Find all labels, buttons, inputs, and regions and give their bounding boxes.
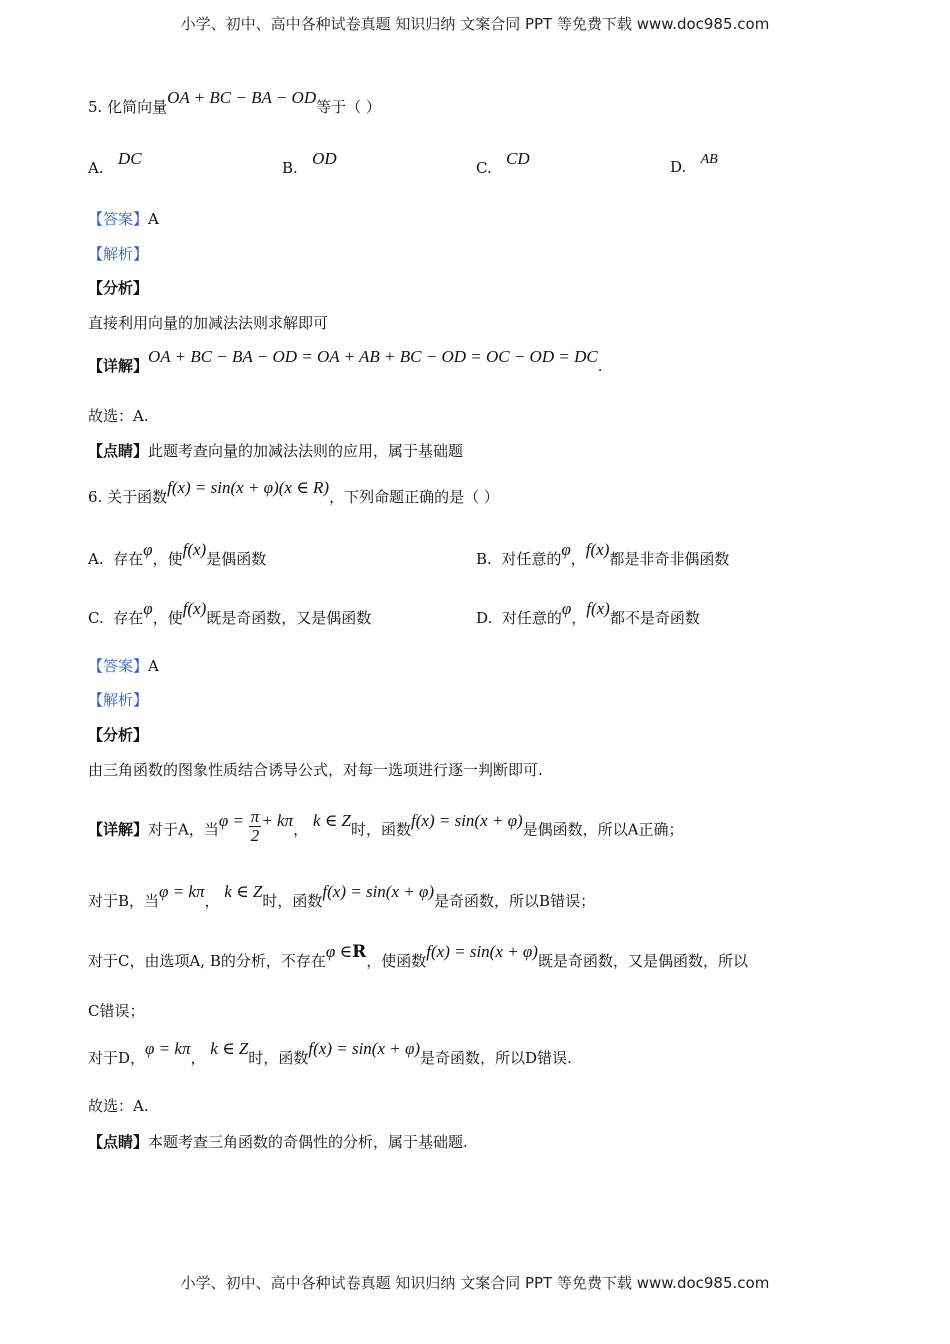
q5-fenxi: 直接利用向量的加减法法则求解即可 bbox=[88, 314, 329, 332]
q5-detail: 【详解】OA + BC − BA − OD = OA + AB + BC − OD = OC − OD = DC. bbox=[88, 347, 603, 375]
q6-option-b: B. 对任意的φ，f(x)都是非奇非偶函数 bbox=[476, 540, 730, 568]
q5-detail-expr: OA + BC − BA − OD = OA + AB + BC − OD = OC − OD = DC bbox=[148, 347, 598, 366]
q6-detail-b: 对于B，当φ = kπ， k ∈ Z时，函数f(x) = sin(x + φ)是奇函数，所以B错误； bbox=[88, 882, 596, 910]
q6-stem-expr: f(x) = sin(x + φ)(x ∈ R) bbox=[167, 478, 330, 497]
q6-fenxi-tag: 【分析】 bbox=[88, 726, 149, 744]
q5-stem: 5. 化简向量OA + BC − BA − OD等于（ ） bbox=[88, 88, 381, 116]
q6-option-d: D. 对任意的φ，f(x)都不是奇函数 bbox=[476, 599, 700, 627]
q5-option-d: D. AB bbox=[670, 152, 718, 176]
q6-stem: 6. 关于函数f(x) = sin(x + φ)(x ∈ R)，下列命题正确的是（ ） bbox=[88, 478, 499, 506]
q5-dianjing: 【点睛】此题考查向量的加减法法则的应用，属于基础题 bbox=[88, 442, 464, 460]
q6-detail-d: 对于D，φ = kπ， k ∈ Z时，函数f(x) = sin(x + φ)是奇函数，所以D错误. bbox=[88, 1039, 572, 1067]
q5-fenxi-tag: 【分析】 bbox=[88, 279, 149, 297]
q5-guxuan: 故选：A. bbox=[88, 407, 149, 425]
q6-answer: 【答案】A bbox=[88, 657, 159, 675]
q6-detail-c: 对于C，由选项A, B的分析，不存在φ ∈R，使函数f(x) = sin(x + φ)既是奇函数，又是偶函数，所以 bbox=[88, 942, 748, 970]
q6-guxuan: 故选：A. bbox=[88, 1097, 149, 1115]
q5-answer: 【答案】A bbox=[88, 210, 159, 228]
pi-over-2-fraction: $\frac{\pi}{2}$ bbox=[250, 807, 260, 845]
q6-dianjing: 【点睛】本题考查三角函数的奇偶性的分析，属于基础题. bbox=[88, 1133, 468, 1151]
q5-option-a: A. DC bbox=[88, 149, 142, 177]
q5-option-c: C. CD bbox=[476, 149, 530, 177]
q5-option-b: B. OD bbox=[282, 149, 337, 177]
page-footer: 小学、初中、高中各种试卷真题 知识归纳 文案合同 PPT 等免费下载 www.doc985.com bbox=[180, 1274, 770, 1292]
q6-option-c: C. 存在φ，使f(x)既是奇函数，又是偶函数 bbox=[88, 599, 372, 627]
q6-option-a: A. 存在φ，使f(x)是偶函数 bbox=[88, 540, 267, 568]
q6-detail-c-cont: C错误； bbox=[88, 1002, 145, 1020]
page-header: 小学、初中、高中各种试卷真题 知识归纳 文案合同 PPT 等免费下载 www.doc985.com bbox=[180, 15, 770, 33]
q6-fenxi: 由三角函数的图象性质结合诱导公式，对每一选项进行逐一判断即可. bbox=[88, 761, 543, 779]
q5-jiexi: 【解析】 bbox=[88, 245, 149, 263]
q5-stem-expr: OA + BC − BA − OD bbox=[167, 88, 317, 107]
q6-detail-a: 【详解】对于A，当φ = $\frac{\pi}{2}$ + kπ， k ∈ Z时，函数f(x) = sin(x + φ)是偶函数，所以A正确； bbox=[88, 807, 684, 845]
q6-jiexi: 【解析】 bbox=[88, 691, 149, 709]
